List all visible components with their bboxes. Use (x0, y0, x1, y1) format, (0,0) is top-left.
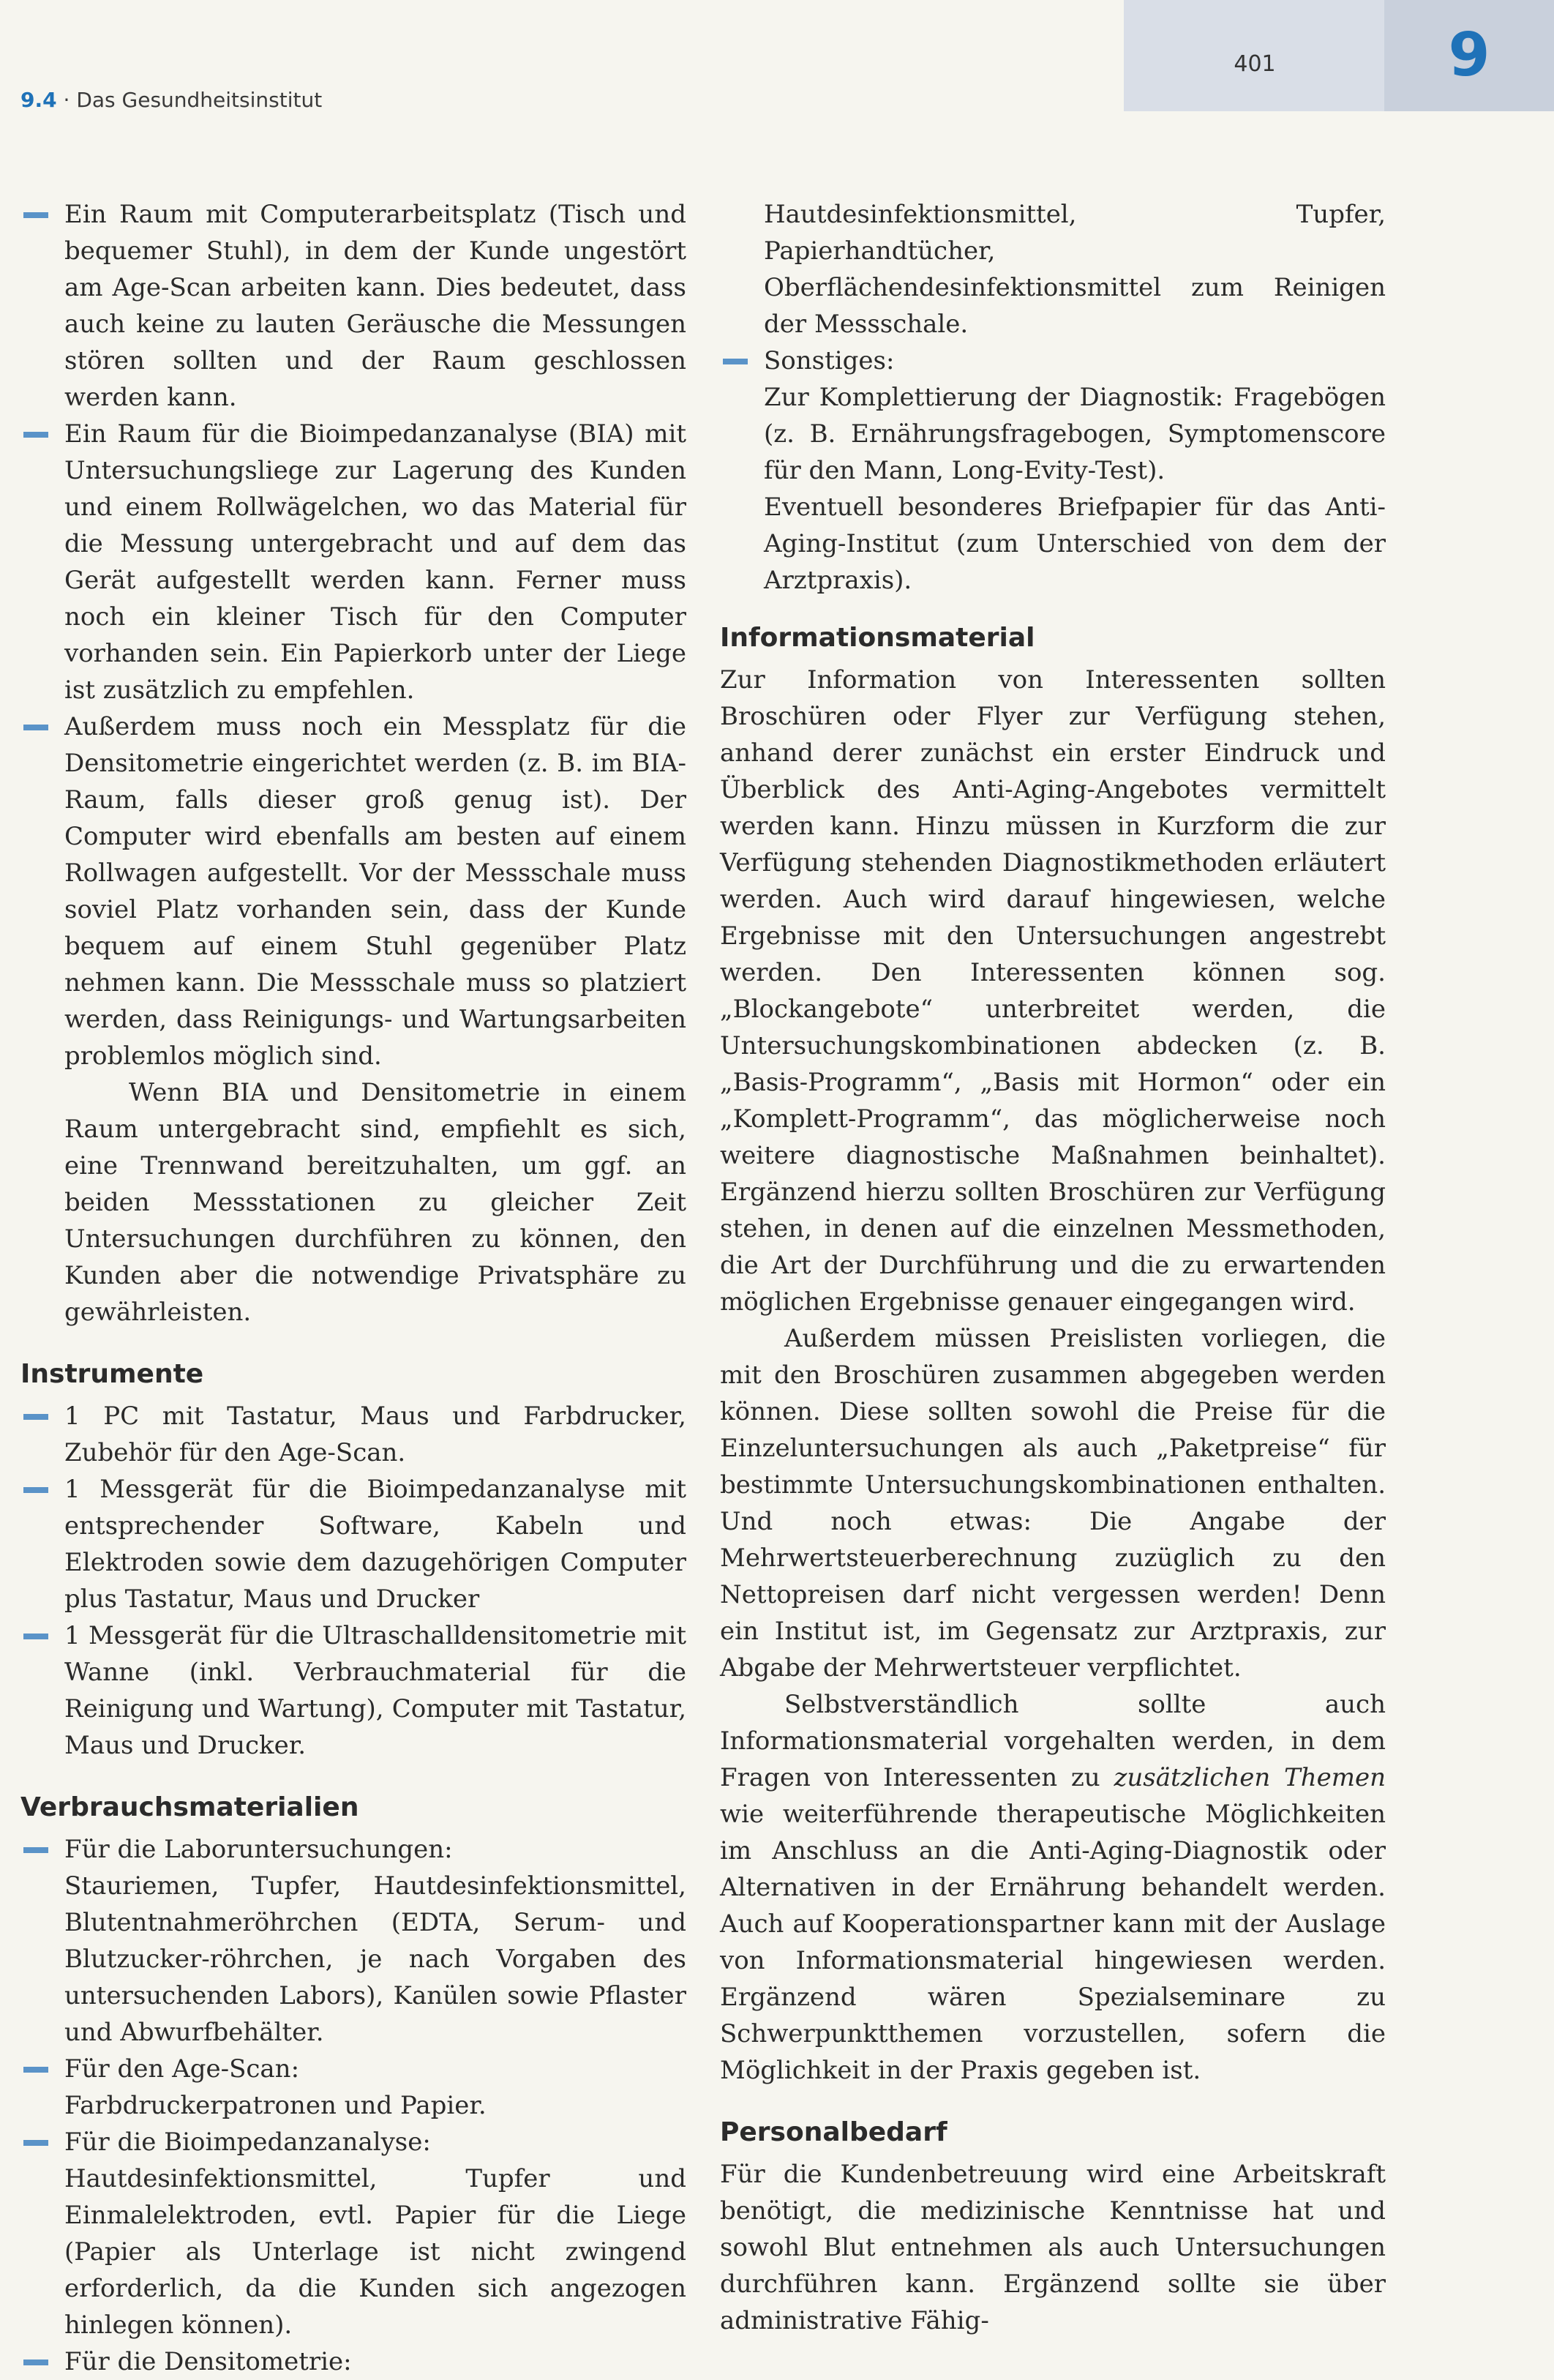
paragraph: Für die Kundenbetreuung wird eine Arbeitskraft benötigt, die medizinische Kenntnisse hat und sowohl Blut entnehmen als auch Untersuchungen durchführen kann. Ergänzend sollte sie über administrative Fähig- (720, 2160, 1386, 2335)
list-item (20, 1617, 686, 1764)
list-item (20, 1831, 686, 2051)
list-item (20, 416, 686, 708)
paragraph: Wenn BIA und Densitometrie in einem Raum untergebracht sind, empfiehlt es sich, eine Trennwand bereitzuhalten, um ggf. an beiden Messstationen zu gleicher Zeit Untersuchungen durchführen zu können, den Kunden aber die notwendige Privatsphäre zu gewährleisten. (64, 1078, 686, 1327)
bullet-dash-icon (23, 2067, 48, 2073)
list-item-label: Für die Laboruntersuchungen: (64, 1835, 453, 1864)
bullet-dash-icon (23, 2140, 48, 2146)
list-item (20, 1398, 686, 1471)
bullet-dash-icon (23, 1414, 48, 1420)
bullet-dash-icon (23, 1847, 48, 1853)
paragraph-text: wie weiterführende therapeutische Möglichkeiten im Anschluss an die Anti-Aging-Diagnostik oder Alternativen in der Ernährung behandelt werden. Auch auf Kooperationspartner kann mit der Auslage von Informationsmaterial hingewiesen werden. Ergänzend wären Spezialseminare zu Schwerpunktthemen vorzustellen, sofern die Möglichkeit in der Praxis gegeben ist. (720, 1800, 1386, 2085)
bullet-dash-icon (23, 212, 48, 218)
paragraph: Zur Information von Interessenten sollten Broschüren oder Flyer zur Verfügung stehen, anhand derer zunächst ein erster Eindruck und Überblick des Anti-Aging-Angebotes vermittelt werden kann. Hinzu müssen in Kurzform die zur Verfügung stehenden Diagnostikmethoden erläutert werden. Auch wird darauf hingewiesen, welche Ergebnisse mit den Untersuchungen angestrebt werden. Den Interessenten können sog. „Blockangebote“ unterbreitet werden, die Untersuchungskombinationen abdecken (z. B. „Basis-Programm“, „Basis mit Hormon“ oder ein „Komplett-Programm“, das möglicherweise noch weitere diagnostische Maßnahmen beinhaltet). Ergänzend hierzu sollten Broschüren zur Verfügung stehen, in denen auf die einzelnen Messmethoden, die Art der Durchführung und die zu erwartenden möglichen Ergebnisse genauer eingegangen wird. (720, 665, 1386, 1317)
list-item-label: Für die Densitometrie: (64, 2347, 352, 2376)
list-item-label: Für die Bioimpedanzanalyse: (64, 2128, 431, 2157)
paragraph-text: Selbstverständlich sollte auch Informationsmaterial vorgehalten werden, in dem Fragen von Interessenten zu (720, 1690, 1386, 1792)
section-title: Das Gesundheitsinstitut (76, 88, 323, 112)
list-item-text: Eventuell besonderes Briefpapier für das Anti-Aging-Institut (zum Unterschied von dem der Arztpraxis). (764, 493, 1386, 595)
list-item (20, 2343, 686, 2380)
page-number: 401 (1234, 51, 1276, 77)
left-column (20, 196, 686, 2380)
bullet-dash-icon (23, 1634, 48, 1639)
list-item (720, 343, 1386, 599)
list-item (20, 2051, 686, 2124)
bullet-dash-icon (23, 432, 48, 438)
bullet-dash-icon (23, 1487, 48, 1493)
chapter-number: 9 (1448, 20, 1490, 90)
list-item (20, 196, 686, 416)
heading-instrumente: Instrumente (20, 1359, 204, 1389)
section-number: 9.4 (20, 88, 57, 112)
list-item-text: 1 PC mit Tastatur, Maus und Farbdrucker, Zubehör für den Age-Scan. (64, 1402, 686, 1467)
list-item-text: Stauriemen, Tupfer, Hautdesinfektionsmittel, Blutentnahmeröhrchen (EDTA, Serum- und Blutzucker-röhrchen, je nach Vorgaben des untersuchenden Labors), Kanülen sowie Pflaster und Abwurfbehälter. (64, 1871, 686, 2047)
bullet-dash-icon (23, 2360, 48, 2365)
list-item-text: 1 Messgerät für die Ultraschalldensitometrie mit Wanne (inkl. Verbrauchmaterial für die Reinigung und Wartung), Computer mit Tastatur, Maus und Drucker. (64, 1621, 686, 1760)
running-head (20, 88, 322, 112)
heading-informationsmaterial: Informationsmaterial (720, 623, 1035, 653)
paragraph: Außerdem müssen Preislisten vorliegen, die mit den Broschüren zusammen abgegeben werden können. Diese sollten sowohl die Preise für die Einzeluntersuchungen als auch „Paketpreise“ für bestimmte Untersuchungskombinationen enthalten. Und noch etwas: Die Angabe der Mehrwertsteuerberechnung zuzüglich zu den Nettopreisen darf nicht vergessen werden! Denn ein Institut ist, im Gegensatz zur Arztpraxis, zur Abgabe der Mehrwertsteuer verpflichtet. (720, 1324, 1386, 1683)
list-item-text: Zur Komplettierung der Diagnostik: Fragebögen (z. B. Ernährungsfragebogen, Symptomenscore für den Mann, Long-Evity-Test). (764, 383, 1386, 485)
list-item-text: Ein Raum für die Bioimpedanzanalyse (BIA) mit Untersuchungsliege zur Lagerung des Kunden und einem Rollwägelchen, wo das Material für die Messung untergebracht und auf dem das Gerät aufgestellt werden kann. Ferner muss noch ein kleiner Tisch für den Computer vorhanden sein. Ein Papierkorb unter der Liege ist zusätzlich zu empfehlen. (64, 419, 686, 705)
chapter-tab (1384, 0, 1554, 111)
bullet-dash-icon (723, 359, 748, 364)
list-item-continuation: Hautdesinfektionsmittel, Tupfer, Papierhandtücher, Oberflächendesinfektionsmittel zum Reinigen der Messschale. (764, 200, 1386, 339)
section-separator: · (56, 88, 77, 112)
list-item-text: Hautdesinfektionsmittel, Tupfer und Einmalelektroden, evtl. Papier für die Liege (Papier als Unterlage ist nicht zwingend erforderlich, da die Kunden sich angezogen hinlegen können). (64, 2164, 686, 2340)
list-item-text: 1 Messgerät für die Bioimpedanzanalyse mit entsprechender Software, Kabeln und Elektroden sowie dem dazugehörigen Computer plus Tastatur, Maus und Drucker (64, 1475, 686, 1614)
emphasis-text: zusätzlichen Themen (1114, 1763, 1386, 1792)
right-column (720, 196, 1386, 2339)
list-item-text: Ein Raum mit Computerarbeitsplatz (Tisch und bequemer Stuhl), in dem der Kunde ungestört am Age-Scan arbeiten kann. Dies bedeutet, dass auch keine zu lauten Geräusche die Messungen stören sollten und der Raum geschlossen werden kann. (64, 200, 686, 412)
list-item-label: Für den Age-Scan: (64, 2054, 300, 2084)
heading-verbrauchsmaterialien: Verbrauchsmaterialien (20, 1792, 359, 1822)
heading-personalbedarf: Personalbedarf (720, 2117, 947, 2147)
list-item (20, 2124, 686, 2343)
list-item (20, 708, 686, 1074)
list-item (20, 1471, 686, 1617)
list-item-text: Außerdem muss noch ein Messplatz für die Densitometrie eingerichtet werden (z. B. im BIA-Raum, falls dieser groß genug ist). Der Computer wird ebenfalls am besten auf einem Rollwagen aufgestellt. Vor der Messschale muss soviel Platz vorhanden sein, dass der Kunde bequem auf einem Stuhl gegenüber Platz nehmen kann. Die Messschale muss so platziert werden, dass Reinigungs- und Wartungsarbeiten problemlos möglich sind. (64, 712, 686, 1071)
paragraph (720, 1686, 1386, 2089)
list-item-text: Farbdruckerpatronen und Papier. (64, 2091, 487, 2120)
bullet-dash-icon (23, 725, 48, 730)
list-item-label: Sonstiges: (764, 346, 895, 375)
